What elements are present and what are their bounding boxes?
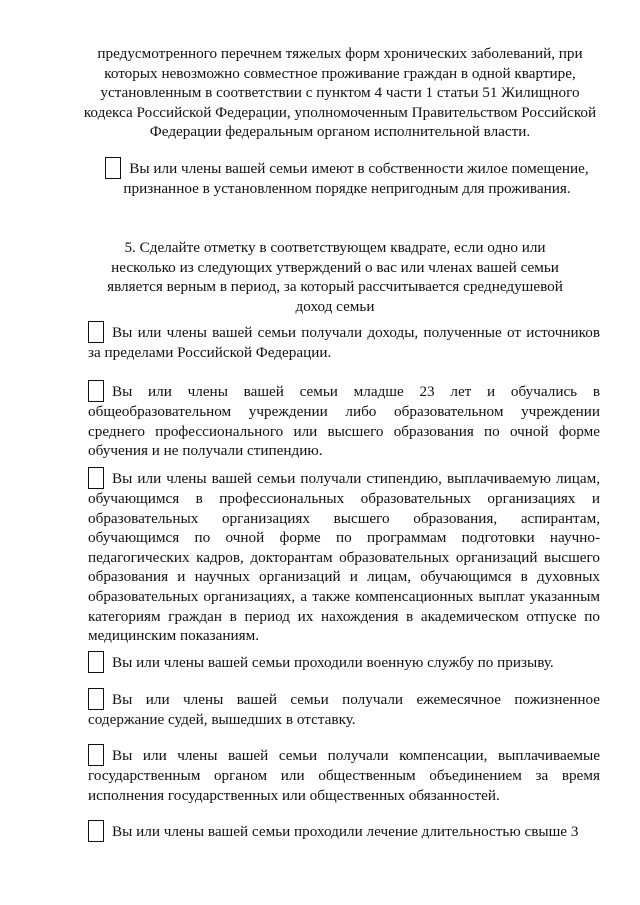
checkbox-item-students-no-stipend xyxy=(88,380,600,461)
checkbox-item-state-duties-compensation xyxy=(88,744,600,805)
checkbox-label: Вы или члены вашей семьи получали доходы, полученные от источников за пределами Российской Федерации. xyxy=(88,324,600,361)
checkbox-label: Вы или члены вашей семьи получали ежемесячное пожизненное содержание судей, вышедших в отставку. xyxy=(88,691,600,728)
checkbox[interactable] xyxy=(88,820,104,842)
checkbox-label: Вы или члены вашей семьи младше 23 лет и обучались в общеобразовательном учреждении либо образовательном учреждении среднего профессионального или высшего образования по очной форме обучения и не получали стипендию. xyxy=(88,383,600,460)
checkbox-item-judges-allowance xyxy=(88,688,600,730)
checkbox[interactable] xyxy=(105,157,121,179)
checkbox-label: Вы или члены вашей семьи получали компенсации, выплачиваемые государственным органом или общественным объединением за время исполнения государственных или общественных обязанностей. xyxy=(88,747,600,804)
checkbox-item-military-service xyxy=(88,651,600,673)
intro-paragraph: предусмотренного перечнем тяжелых форм хронических заболеваний, при которых невозможно совместное проживание граждан в одной квартире, установленным в соответствии с пунктом 4 части 1 статьи 51 Жилищного кодекса Российской Федерации, уполномоченным Правительством Российской Федерации федеральным органом исполнительной власти. xyxy=(83,45,597,141)
checkbox[interactable] xyxy=(88,321,104,343)
checkbox[interactable] xyxy=(88,380,104,402)
checkbox-label: Вы или члены вашей семьи проходили военную службу по призыву. xyxy=(112,654,554,671)
section4-checkbox-item xyxy=(104,157,590,199)
checkbox-item-medical-treatment xyxy=(88,820,600,842)
checkbox-item-stipend xyxy=(88,467,600,646)
checkbox[interactable] xyxy=(88,688,104,710)
checkbox[interactable] xyxy=(88,744,104,766)
checkbox-label: Вы или члены вашей семьи имеют в собственности жилое помещение, признанное в установленном порядке непригодным для проживания. xyxy=(123,160,589,197)
checkbox-label: Вы или члены вашей семьи получали стипендию, выплачиваемую лицам, обучающимся в профессиональных образовательных организациях и образовательных организациях высшего образования, аспирантам, обучающимся по очной форме по программам подготовки научно-педагогических кадров, докторантам образовательных организаций высшего образования и научных организаций и лицам, обучающимся в духовных образовательных организациях, а также компенсационных выплат указанным категориям граждан в период их нахождения в академическом отпуске по медицинским показаниям. xyxy=(88,470,600,645)
section-5-heading: 5. Сделайте отметку в соответствующем квадрате, если одно или несколько из следующих утверждений о вас или членах вашей семьи является верным в период, за который рассчитывается среднедушевой доход семьи xyxy=(107,239,563,315)
checkbox-item-foreign-income xyxy=(88,321,600,363)
checkbox[interactable] xyxy=(88,651,104,673)
checkbox[interactable] xyxy=(88,467,104,489)
checkbox-label: Вы или члены вашей семьи проходили лечение длительностью свыше 3 xyxy=(112,823,579,840)
